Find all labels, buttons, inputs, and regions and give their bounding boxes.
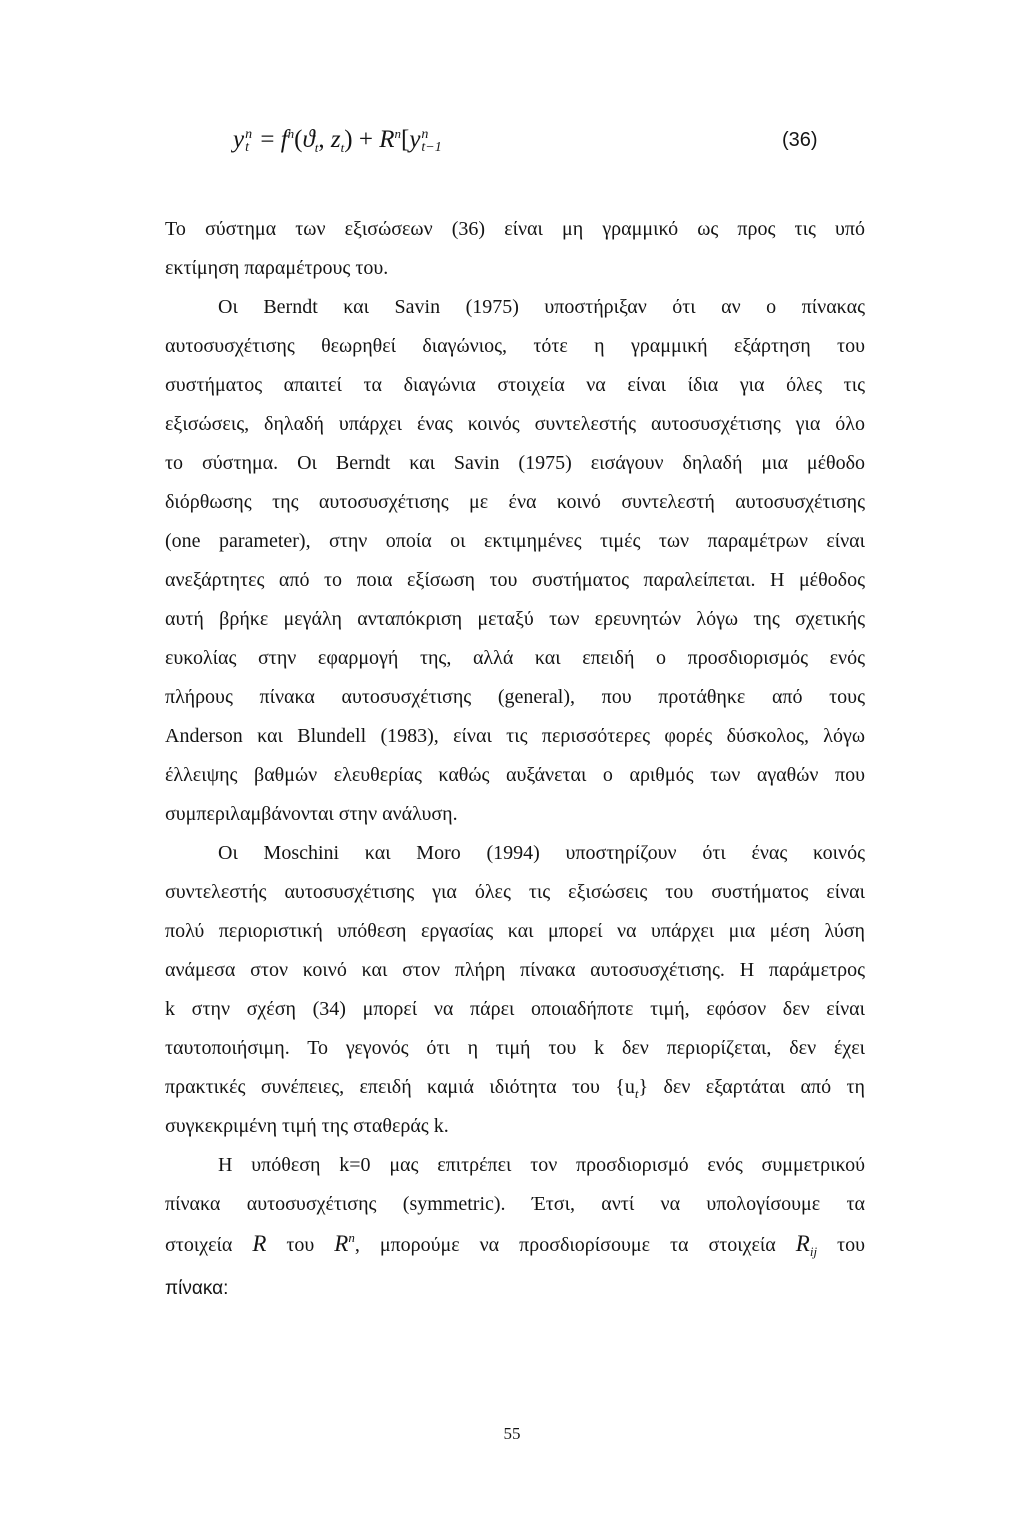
text-segment: πρακτικές συνέπειες, επειδή καμιά ιδιότητα του {u <box>165 1076 635 1098</box>
text-line: Το σύστημα των εξισώσεων (36) είναι μη γραμμικό ως προς τις υπό <box>165 218 865 240</box>
eq-subscript: t−1 <box>421 140 442 156</box>
paragraph <box>165 1146 865 1308</box>
eq-operator: = <box>254 126 281 153</box>
text-line: διόρθωσης της αυτοσυσχέτισης με ένα κοινό συντελεστή αυτοσυσχέτισης <box>165 491 865 513</box>
math-superscript: n <box>348 1230 355 1245</box>
text-line: Οι Berndt και Savin (1975) υποστήριξαν ότι αν ο πίνακας <box>218 296 865 318</box>
eq-subscript: t <box>340 140 345 155</box>
text-line: πλήρους πίνακα αυτοσυσχέτισης (general), που προτάθηκε από τους <box>165 686 865 708</box>
eq-index <box>421 128 441 154</box>
text-segment: } δεν εξαρτάται από τη <box>638 1076 865 1098</box>
eq-superscript: n <box>394 126 401 141</box>
eq-symbol: ϑ <box>302 126 315 153</box>
eq-separator: , <box>318 126 331 153</box>
text-line: Anderson και Blundell (1983), είναι τις περισσότερες φορές δύσκολος, λόγω <box>165 725 865 747</box>
eq-operator: ) + <box>344 126 380 153</box>
eq-superscript: n <box>245 127 253 143</box>
text-line: ευκολίας στην εφαρμογή της, αλλά και επειδή ο προσδιορισμός ενός <box>165 647 865 669</box>
text-line: το σύστημα. Οι Berndt και Savin (1975) εισάγουν δηλαδή μια μέθοδο <box>165 452 865 474</box>
text-line: Η υπόθεση k=0 μας επιτρέπει τον προσδιορισμό ενός συμμετρικού <box>218 1154 865 1176</box>
equation-number: (36) <box>782 129 818 151</box>
text-segment: του <box>817 1234 865 1256</box>
text-segment: στοιχεία <box>165 1234 253 1256</box>
paragraph <box>165 834 865 1146</box>
text-line <box>165 1068 865 1107</box>
text-line: πολύ περιοριστική υπόθεση εργασίας και μπορεί να υπάρχει μια μέση λύση <box>165 920 865 942</box>
eq-symbol: z <box>330 126 341 153</box>
paragraph <box>165 288 865 834</box>
eq-bracket: [ <box>400 126 410 153</box>
body-text <box>165 210 865 1308</box>
text-line: Οι Moschini και Moro (1994) υποστηρίζουν ότι ένας κοινός <box>218 842 865 864</box>
eq-symbol: R <box>379 126 395 153</box>
math-symbol: R <box>252 1231 267 1256</box>
text-segment: του <box>266 1234 335 1256</box>
text-line: ανάμεσα στον κοινό και στον πλήρη πίνακα αυτοσυσχέτισης. Η παράμετρος <box>165 959 865 981</box>
math-subscript: t <box>634 1086 639 1101</box>
text-line: εξισώσεις, δηλαδή υπάρχει ένας κοινός συντελεστής αυτοσυσχέτισης για όλο <box>165 413 865 435</box>
text-line: εκτίμηση παραμέτρους του. <box>165 257 389 279</box>
text-line: k στην σχέση (34) μπορεί να πάρει οποιαδήποτε τιμή, εφόσον δεν είναι <box>165 998 865 1020</box>
eq-superscript: n <box>421 127 429 143</box>
text-line: αυτή βρήκε μεγάλη ανταπόκριση μεταξύ των ερευνητών λόγω της σχετικής <box>165 608 865 630</box>
eq-symbol: y <box>233 126 245 153</box>
text-line: αυτοσυσχέτισης θεωρηθεί διαγώνιος, τότε η γραμμική εξάρτηση του <box>165 335 865 357</box>
eq-subscript: t <box>245 140 249 156</box>
math-symbol: R <box>334 1231 349 1256</box>
text-segment: , μπορούμε να προσδιορίσουμε τα στοιχεία <box>354 1234 796 1256</box>
math-subscript: ij <box>809 1244 818 1259</box>
equation-36 <box>233 118 444 162</box>
paragraph <box>165 210 865 288</box>
eq-subscript: t <box>314 140 319 155</box>
eq-paren: ( <box>294 126 303 153</box>
text-line <box>165 1224 865 1263</box>
text-line: συντελεστής αυτοσυσχέτισης για όλες τις εξισώσεις του συστήματος είναι <box>165 881 865 903</box>
eq-superscript: n <box>287 126 295 141</box>
text-line: συστήματος απαιτεί τα διαγώνια στοιχεία να είναι ίδια για όλες τις <box>165 374 865 396</box>
text-line: ανεξάρτητες από το ποια εξίσωση του συστήματος παραλείπεται. Η μέθοδος <box>165 569 865 591</box>
text-line: πίνακα: <box>165 1278 229 1299</box>
page-number: 55 <box>503 1424 521 1443</box>
text-line: πίνακα αυτοσυσχέτισης (symmetric). Έτσι, αντί να υπολογίσουμε τα <box>165 1193 865 1215</box>
eq-symbol: y <box>409 126 421 153</box>
eq-symbol: f <box>280 126 288 153</box>
text-line: συγκεκριμένη τιμή της σταθεράς k. <box>165 1115 449 1137</box>
text-line: συμπεριλαμβάνονται στην ανάλυση. <box>165 803 458 825</box>
math-symbol: R <box>795 1231 810 1256</box>
text-line: (one parameter), στην οποία οι εκτιμημένες τιμές των παραμέτρων είναι <box>165 530 865 552</box>
eq-index <box>245 128 252 154</box>
text-line: ταυτοποιήσιμη. Το γεγονός ότι η τιμή του k δεν περιορίζεται, δεν έχει <box>165 1037 865 1059</box>
text-line: έλλειψης βαθμών ελευθερίας καθώς αυξάνεται ο αριθμός των αγαθών που <box>165 764 865 786</box>
